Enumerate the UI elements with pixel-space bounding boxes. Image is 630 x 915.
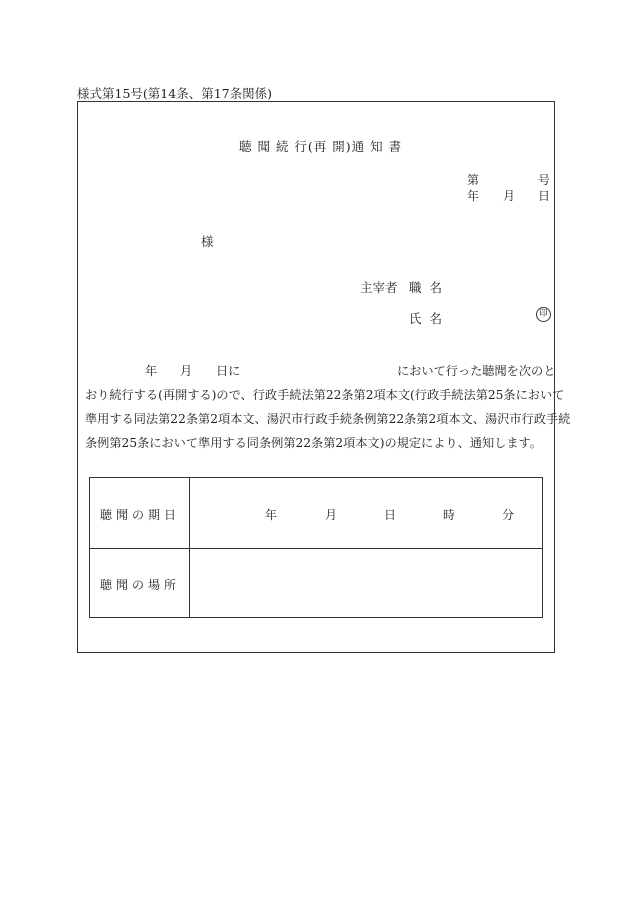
body-line-4: 条例第25条において準用する同条例第22条第2項本文)の規定により、通知します。 xyxy=(85,436,542,450)
issue-day: 日 xyxy=(538,189,551,203)
form-reference: 様式第15号(第14条、第17条関係) xyxy=(77,86,272,101)
body-month: 月 xyxy=(180,364,193,378)
issue-year: 年 xyxy=(467,189,480,203)
body-line-3: 準用する同法第22条第2項本文、湯沢市行政手続条例第22条第2項本文、湯沢市行政手続 xyxy=(85,412,571,426)
host-title-label: 職名 xyxy=(409,280,451,295)
hearing-minute: 分 xyxy=(502,508,515,522)
table-row xyxy=(90,478,542,549)
hearing-month: 月 xyxy=(325,508,338,522)
name-label: 氏名 xyxy=(409,311,451,326)
hearing-date-label: 聴聞の期日 xyxy=(99,508,180,522)
body-line-2: おり続行する(再開する)ので、行政手続法第22条第2項本文(行政手続法第25条において xyxy=(85,388,565,402)
recipient-suffix: 様 xyxy=(201,234,214,249)
host-label: 主宰者 xyxy=(360,280,398,295)
hearing-year: 年 xyxy=(265,508,278,522)
document-title: 聴 聞 続 行(再 開)通 知 書 xyxy=(239,139,403,154)
number-suffix: 号 xyxy=(538,173,551,187)
hearing-day: 日 xyxy=(384,508,397,522)
seal-icon: 印 xyxy=(536,307,551,322)
body-day: 日に xyxy=(216,364,241,378)
body-line-1-tail: において行った聴聞を次のと xyxy=(397,364,556,378)
body-year: 年 xyxy=(145,364,158,378)
hearing-info-table xyxy=(89,477,543,618)
hearing-hour: 時 xyxy=(443,508,456,522)
table-row xyxy=(90,549,542,618)
number-prefix: 第 xyxy=(467,173,480,187)
hearing-place-label: 聴聞の場所 xyxy=(99,578,180,592)
issue-month: 月 xyxy=(503,189,516,203)
